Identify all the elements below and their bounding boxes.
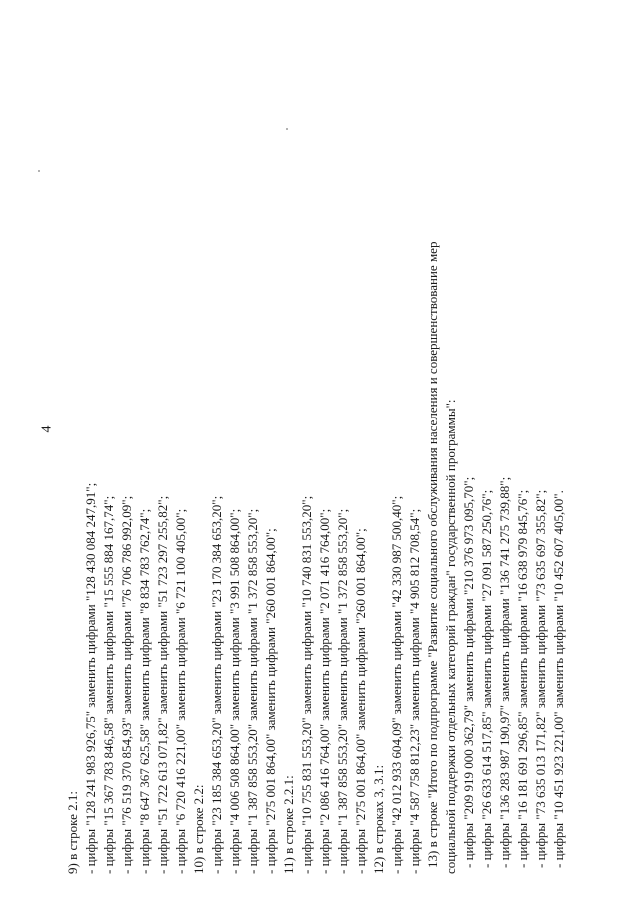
doc-line: - цифры "6 720 416 221,00" заменить цифрами "6 721 100 405,00";: [173, 508, 188, 874]
doc-line: социальной поддержки отдельных категорий граждан" государственной программы":: [443, 399, 458, 874]
doc-line: 12) в строках 3, 3.1:: [371, 764, 386, 874]
doc-line: - цифры "16 181 691 296,85" заменить цифрами "16 638 979 845,76";: [515, 489, 530, 868]
doc-line: 13) в строке "Итого по подпрограмме "Развитие социального обслуживания населения и совершенствование мер: [425, 241, 440, 868]
doc-line: - цифры "275 001 864,00" заменить цифрами "260 001 864,00";: [263, 528, 278, 874]
doc-line: - цифры "275 001 864,00" заменить цифрами "260 001 864,00";: [353, 528, 368, 874]
doc-line: - цифры "10 755 831 553,20" заменить цифрами "10 740 831 553,20";: [299, 495, 314, 874]
doc-line: - цифры "8 647 367 625,58" заменить цифрами "8 834 783 762,74";: [137, 508, 152, 874]
doc-line: - цифры "15 367 783 846,58" заменить цифрами "15 555 884 167,74";: [101, 495, 116, 874]
doc-line: - цифры "23 185 384 653,20" заменить цифрами "23 170 384 653,20";: [209, 495, 224, 874]
doc-line: - цифры "128 241 983 926,75" заменить цифрами "128 430 084 247,91";: [83, 482, 98, 874]
doc-line: - цифры "73 635 013 171,82" заменить цифрами "73 635 697 355,82";: [533, 489, 548, 868]
doc-line: - цифры "42 012 933 604,09" заменить цифрами "42 330 987 500,40";: [389, 495, 404, 874]
doc-line: - цифры "26 633 614 517,85" заменить цифрами "27 091 587 250,76";: [479, 489, 494, 868]
doc-line: - цифры "136 283 987 190,97" заменить цифрами "136 741 275 739,88";: [497, 476, 512, 868]
doc-line: - цифры "51 722 613 071,82" заменить цифрами "51 723 297 255,82";: [155, 495, 170, 874]
doc-line: - цифры "4 587 758 812,23" заменить цифрами "4 905 812 708,54";: [407, 508, 422, 874]
doc-line: - цифры "76 519 370 854,93" заменить цифрами "76 706 786 992,09";: [119, 495, 134, 874]
doc-line: - цифры "2 086 416 764,00" заменить цифрами "2 071 416 764,00";: [317, 508, 332, 874]
doc-line: 11) в строке 2.2.1:: [281, 775, 296, 874]
document-body: [64, 14, 566, 874]
doc-line: 9) в строке 2.1:: [65, 791, 80, 874]
doc-line: - цифры "10 451 923 221,00" заменить цифрами "10 452 607 405,00".: [551, 490, 566, 868]
doc-line: - цифры "209 919 000 362,79" заменить цифрами "210 376 973 095,70";: [461, 476, 476, 868]
page-number: 4: [39, 425, 55, 433]
doc-line: - цифры "4 006 508 864,00" заменить цифрами "3 991 508 864,00";: [227, 508, 242, 874]
doc-line: - цифры "1 387 858 553,20" заменить цифрами "1 372 858 553,20";: [335, 508, 350, 874]
doc-line: - цифры "1 387 858 553,20" заменить цифрами "1 372 858 553,20";: [245, 508, 260, 874]
doc-line: 10) в строке 2.2:: [191, 784, 206, 874]
scan-speck: [38, 170, 40, 172]
